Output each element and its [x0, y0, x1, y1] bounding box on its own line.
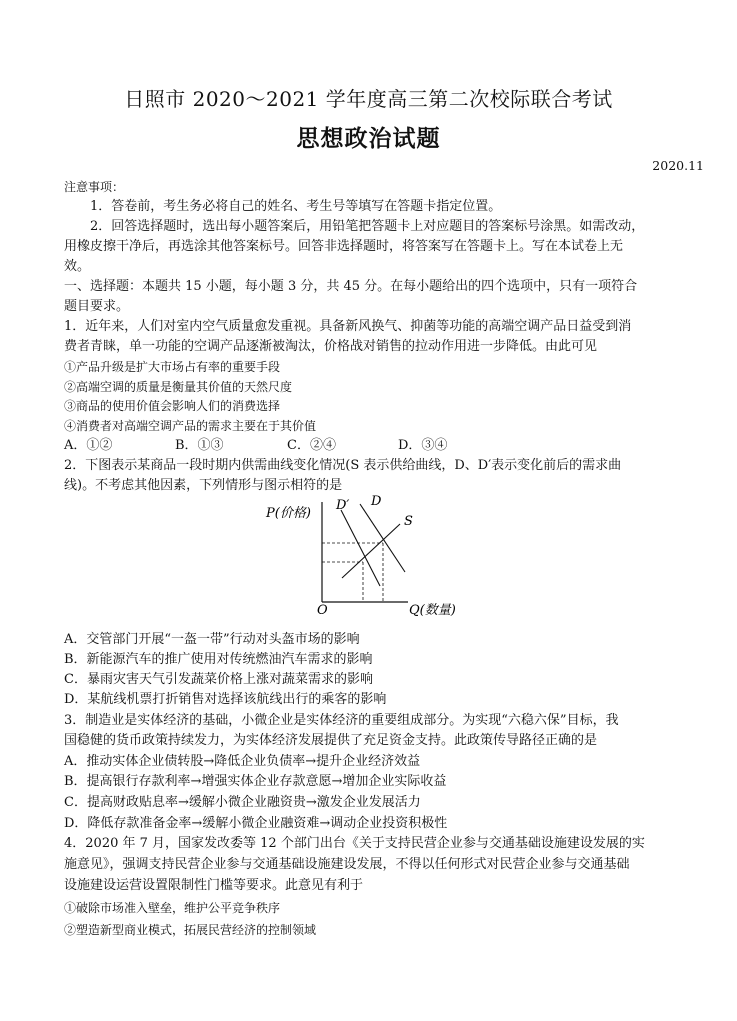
section-1-line-2: 题目要求。: [64, 299, 130, 314]
notice-heading: 注意事项：: [64, 180, 125, 194]
q1-statement-4: ④消费者对高端空调产品的需求主要在于其价值: [64, 419, 317, 433]
notice-item-1: 1．答卷前，考生务必将自己的姓名、考生号等填写在答题卡指定位置。: [90, 199, 502, 214]
q1-option-a[interactable]: A．①②: [64, 438, 113, 453]
q4-statement-2: ②塑造新型商业模式，拓展民营经济的控制领域: [64, 923, 317, 937]
section-1-line-1: 一、选择题：本题共 15 小题，每小题 3 分，共 45 分。在每小题给出的四个选项中，只有一项符合: [64, 279, 638, 294]
q4-stem-line-1: 4．2020 年 7 月，国家发改委等 12 个部门出台《关于支持民营企业参与交通基础设施建设发展的实: [64, 836, 645, 851]
q2-stem-line-2: 线)。不考虑其他因素，下列情形与图示相符的是: [64, 478, 343, 493]
q3-option-d[interactable]: D．降低存款准备金率→缓解小微企业融资难→调动企业投资积极性: [64, 816, 448, 831]
q1-statement-1: ①产品升级是扩大市场占有率的重要手段: [64, 360, 281, 374]
q1-option-d[interactable]: D．③④: [398, 438, 448, 453]
q3-stem-line-2: 国稳健的货币政策持续发力，为实体经济发展提供了充足资金支持。此政策传导路径正确的是: [64, 733, 598, 748]
q4-statement-1: ①破除市场准入壁垒，维护公平竞争秩序: [64, 901, 281, 915]
curve-label-d: D: [371, 494, 382, 509]
notice-item-2-line-3: 效。: [64, 259, 91, 274]
curve-label-d-prime: D′: [336, 498, 350, 513]
q2-stem-line-1: 2．下图表示某商品一段时期内供需曲线变化情况(S 表示供给曲线，D、D′表示变化前后的需求曲: [64, 458, 622, 473]
q4-stem-line-3: 设施建设运营设置限制性门槛等要求。此意见有利于: [64, 878, 364, 893]
q3-option-b[interactable]: B．提高银行存款利率→增强实体企业存款意愿→增加企业实际收益: [64, 774, 447, 789]
q1-statement-3: ③商品的使用价值会影响人们的消费选择: [64, 399, 281, 413]
demand-curve-d: [360, 504, 405, 572]
q1-option-b[interactable]: B．①③: [175, 438, 224, 453]
q2-option-b[interactable]: B．新能源汽车的推广使用对传统燃油汽车需求的影响: [64, 652, 373, 667]
exam-title: 日照市 2020～2021 学年度高三第二次校际联合考试: [124, 87, 613, 111]
q2-option-c[interactable]: C．暴雨灾害天气引发蔬菜价格上涨对蔬菜需求的影响: [64, 672, 373, 687]
q3-option-a[interactable]: A．推动实体企业债转股→降低企业负债率→提升企业经济效益: [64, 754, 421, 769]
subject-title: 思想政治试题: [296, 125, 441, 152]
q4-stem-line-2: 施意见》，强调支持民营企业参与交通基础设施建设发展，不得以任何形式对民营企业参与交通基础: [64, 857, 630, 872]
notice-item-2-line-2: 用橡皮擦干净后，再选涂其他答案标号。回答非选择题时，将答案写在答题卡上。写在本试卷上无: [64, 239, 624, 254]
exam-date: 2020.11: [652, 158, 704, 173]
notice-item-2-line-1: 2．回答选择题时，选出每小题答案后，用铅笔把答题卡上对应题目的答案标号涂黑。如需改动，: [90, 219, 645, 234]
q1-stem-line-2: 费者青睐，单一功能的空调产品逐渐被淘汰，价格战对销售的拉动作用进一步降低。由此可见: [64, 339, 598, 354]
curve-label-s: S: [404, 514, 413, 529]
q1-option-c[interactable]: C．②④: [287, 438, 336, 453]
q1-stem-line-1: 1．近年来，人们对室内空气质量愈发重视。具备新风换气、抑菌等功能的高端空调产品日益受到消: [64, 319, 632, 334]
q1-statement-2: ②高端空调的质量是衡量其价值的天然尺度: [64, 380, 293, 394]
y-axis-label: P(价格): [266, 506, 311, 521]
q3-option-c[interactable]: C．提高财政贴息率→缓解小微企业融资贵→激发企业发展活力: [64, 795, 421, 810]
origin-label: O: [317, 603, 328, 618]
q3-stem-line-1: 3．制造业是实体经济的基础，小微企业是实体经济的重要组成部分。为实现“六稳六保”目标，我: [64, 713, 619, 728]
q2-option-d[interactable]: D．某航线机票打折销售对选择该航线出行的乘客的影响: [64, 692, 387, 707]
q2-option-a[interactable]: A．交管部门开展“一盔一带”行动对头盔市场的影响: [64, 632, 360, 647]
supply-demand-graph: [262, 490, 482, 625]
x-axis-label: Q(数量): [409, 603, 456, 618]
